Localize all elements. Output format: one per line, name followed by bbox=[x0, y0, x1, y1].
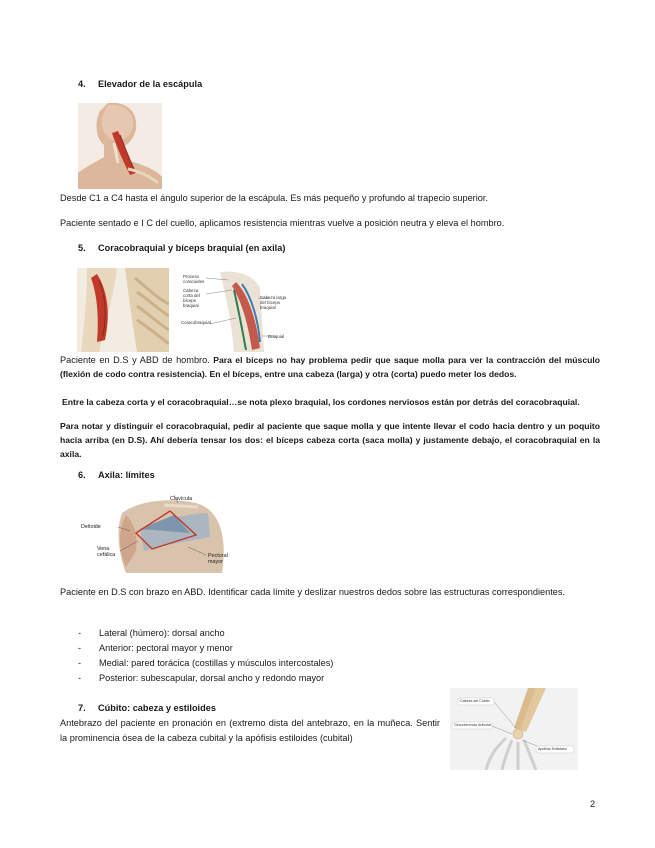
label-clavicula: Clavícula bbox=[170, 496, 193, 502]
label-cabeza-cubito: Cabeza del Cúbito bbox=[460, 699, 490, 703]
label-deltoide: Deltoide bbox=[81, 524, 101, 530]
coracobrachialis-diagram bbox=[180, 268, 290, 352]
label-pectoral-mayor: Pectoral mayor bbox=[208, 553, 228, 565]
list-item: - Posterior: subescapular, dorsal ancho y redondo mayor bbox=[78, 671, 578, 686]
biceps-skeleton-figure bbox=[77, 268, 169, 352]
label-apofisis-estiloides: Apófisis Estiloides bbox=[538, 747, 567, 751]
section-6-heading: 6. Axila: límites bbox=[78, 470, 155, 480]
ulna-head-figure bbox=[450, 688, 578, 770]
s4-paragraph-1: Desde C1 a C4 hasta el ángulo superior de la escápula. Es más pequeño y profundo al trapecio superior. bbox=[60, 193, 488, 203]
s4-paragraph-2: Paciente sentado e I C del cuello, aplicamos resistencia mientras vuelve a posición neutra y eleva el hombro. bbox=[60, 218, 505, 228]
label-braquial: Braquial bbox=[268, 334, 285, 339]
list-item: - Lateral (húmero): dorsal ancho bbox=[78, 626, 578, 641]
s6-paragraph-1: Paciente en D.S con brazo en ABD. Identificar cada límite y deslizar nuestros dedos sobre las estructuras correspondientes. bbox=[60, 587, 566, 597]
section-5-heading: 5. Coracobraquial y bíceps braquial (en axila) bbox=[78, 243, 286, 253]
levator-scapulae-figure bbox=[78, 103, 162, 189]
label-circunferencia-articular: Circunferencia Articular bbox=[454, 723, 492, 727]
axilla-boundaries-figure bbox=[78, 493, 244, 573]
label-coracobraquial: Coracobraquial bbox=[181, 320, 211, 325]
list-item: - Medial: pared torácica (costillas y músculos intercostales) bbox=[78, 656, 578, 671]
s5-paragraph-1: Paciente en D.S y ABD de hombro. Para el bíceps no hay problema pedir que saque molla para ver la contracción del músculo (flexión de codo contra resistencia). En el bíceps, entre una cabeza (larga) y otra (corta) puedo meter los dedos. bbox=[60, 355, 600, 379]
s7-paragraph-1: Antebrazo del paciente en pronación en (extremo dista del antebrazo, en la muñeca. Sentir la prominencia ósea de la cabeza cubital y la apófisis estiloides (cubital) bbox=[60, 718, 440, 743]
page-number: 2 bbox=[590, 799, 596, 809]
label-cabeza-corta: Cabeza corta del bíceps braquial bbox=[183, 288, 200, 308]
s5-paragraph-2: Entre la cabeza corta y el coracobraquial…se nota plexo braquial, los cordones nerviosos están por detrás del coracobraquial. bbox=[62, 397, 580, 407]
label-proceso-coracoides: Proceso coracoides bbox=[183, 274, 205, 284]
label-vena-cefalica: Vena cefálica bbox=[97, 546, 116, 558]
s5-paragraph-3: Para notar y distinguir el coracobraquial, pedir al paciente que saque molla y que intente llevar el codo hacia dentro y un poquito hacia arriba (en D.S). Ahí debería tensar los dos: el bíceps cabeza corta (saca molla) y justamente debajo, el coracobraquial en la axila. bbox=[60, 421, 600, 459]
list-item: - Anterior: pectoral mayor y menor bbox=[78, 641, 578, 656]
label-cabeza-larga: Cabeza larga del bíceps braquial bbox=[260, 295, 287, 310]
section-7-heading: 7. Cúbito: cabeza y estiloides bbox=[78, 703, 216, 713]
section-4-heading: 4. Elevador de la escápula bbox=[78, 79, 203, 89]
axilla-limits-list bbox=[78, 626, 578, 686]
